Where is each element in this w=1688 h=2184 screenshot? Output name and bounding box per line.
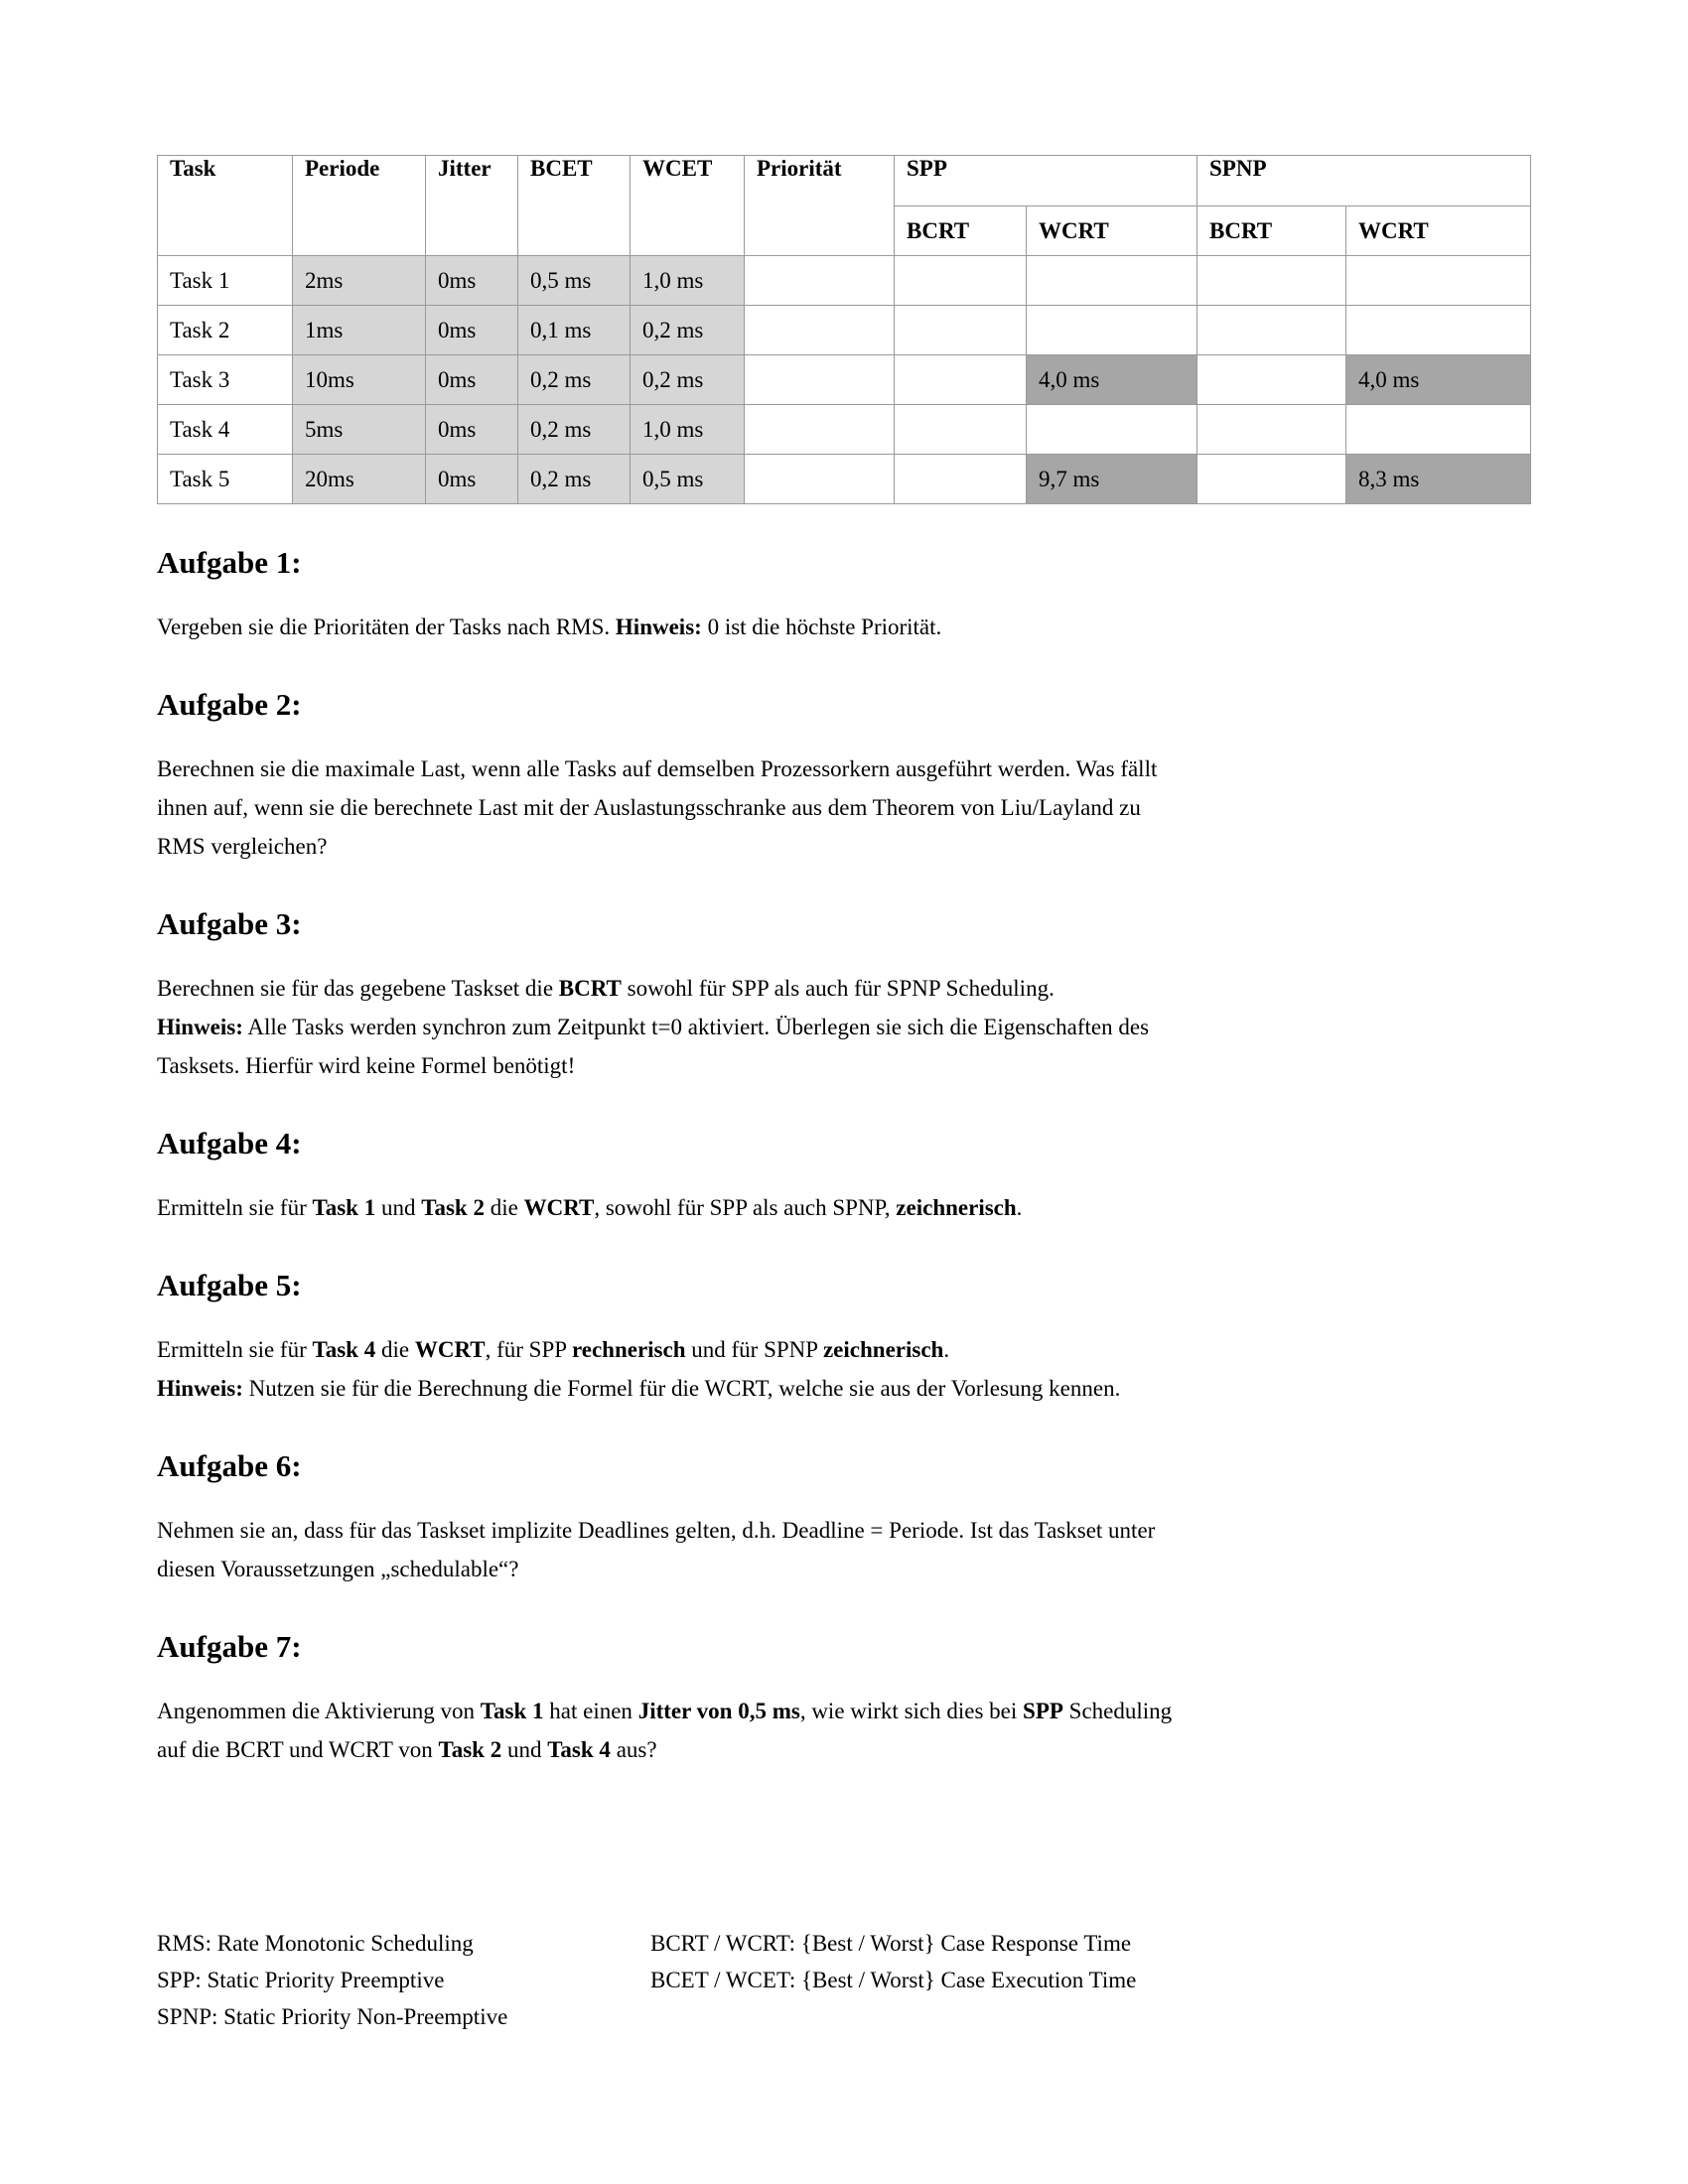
table-cell: 1,0 ms [631, 405, 745, 455]
table-cell: 0ms [426, 256, 518, 306]
col-header-jitter: Jitter [426, 156, 518, 256]
table-cell [1027, 256, 1197, 306]
aufgabe-1-text [157, 608, 1547, 646]
table-cell: Task 5 [158, 455, 293, 504]
col-group-spp: SPP [895, 156, 1197, 206]
table-cell [745, 355, 895, 405]
table-cell [745, 405, 895, 455]
table-cell [1346, 306, 1531, 355]
text-segment: hat einen [543, 1699, 638, 1723]
table-cell: 10ms [293, 355, 426, 405]
table-row-task5 [158, 455, 1531, 504]
text-segment: . [943, 1337, 950, 1362]
table-cell: 0ms [426, 306, 518, 355]
text-segment: 0 ist die höchste Priorität. [701, 614, 942, 639]
table-cell-filled: 4,0 ms [1027, 355, 1197, 405]
table-cell: 1ms [293, 306, 426, 355]
table-cell: Task 4 [158, 405, 293, 455]
table-cell [895, 405, 1027, 455]
section-aufgabe-2 [157, 686, 1547, 866]
text-segment: Alle Tasks werden synchron zum Zeitpunkt t=0 aktiviert. Überlegen sie sich die Eigenschaften des [242, 1015, 1150, 1039]
table-cell: 0,2 ms [631, 355, 745, 405]
col-header-spp-wcrt: WCRT [1027, 206, 1197, 256]
table-cell: 0ms [426, 455, 518, 504]
text-segment: Task 2 [438, 1737, 502, 1762]
text-segment: auf die BCRT und WCRT von [157, 1737, 439, 1762]
table-cell: 0,2 ms [631, 306, 745, 355]
aufgabe-6-text [157, 1511, 1547, 1588]
legend-bcet-wcet: BCET / WCET: {Best / Worst} Case Execution Time [650, 1968, 1137, 1992]
text-segment: die [375, 1337, 415, 1362]
table-cell: Task 1 [158, 256, 293, 306]
aufgabe-2-heading: Aufgabe 2: [157, 687, 302, 722]
table-cell: 0,2 ms [518, 405, 631, 455]
table-row-task3 [158, 355, 1531, 405]
table-cell [895, 306, 1027, 355]
section-aufgabe-6 [157, 1447, 1547, 1588]
table-cell: 0,1 ms [518, 306, 631, 355]
col-header-wcet: WCET [631, 156, 745, 256]
text-segment: , wie wirkt sich dies bei [799, 1699, 1024, 1723]
text-segment: Task 1 [480, 1699, 544, 1723]
table-cell: 5ms [293, 405, 426, 455]
text-segment: RMS vergleichen? [157, 834, 328, 859]
text-segment: zeichnerisch [822, 1337, 944, 1362]
table-cell: 1,0 ms [631, 256, 745, 306]
text-segment: und [501, 1737, 548, 1762]
table-cell [1346, 256, 1531, 306]
text-segment: die [484, 1195, 524, 1220]
text-segment: Berechnen sie für das gegebene Taskset die [157, 976, 559, 1001]
text-segment: ihnen auf, wenn sie die berechnete Last mit der Auslastungsschranke aus dem Theorem von Liu/Layland zu [157, 795, 1141, 820]
aufgabe-6-heading: Aufgabe 6: [157, 1448, 302, 1483]
legend-rms: RMS: Rate Monotonic Scheduling [157, 1931, 474, 1956]
text-segment: Tasksets. Hierfür wird keine Formel benötigt! [157, 1053, 576, 1078]
aufgabe-5-text [157, 1330, 1547, 1408]
text-segment: und [375, 1195, 422, 1220]
text-segment: Task 4 [547, 1737, 611, 1762]
table-cell: 20ms [293, 455, 426, 504]
table-cell-filled: 9,7 ms [1027, 455, 1197, 504]
table-cell: Task 2 [158, 306, 293, 355]
table-cell [745, 455, 895, 504]
text-segment: rechnerisch [571, 1337, 686, 1362]
table-cell: 0ms [426, 405, 518, 455]
text-segment: sowohl für SPP als auch für SPNP Scheduling. [621, 976, 1055, 1001]
section-aufgabe-1 [157, 544, 1547, 646]
text-segment: Task 4 [312, 1337, 376, 1362]
aufgabe-4-text [157, 1188, 1547, 1227]
text-segment: Ermitteln sie für [157, 1195, 313, 1220]
table-cell: 0,5 ms [631, 455, 745, 504]
col-header-prioritaet: Priorität [745, 156, 895, 256]
aufgabe-2-text [157, 750, 1547, 866]
text-segment: , sowohl für SPP als auch SPNP, [594, 1195, 897, 1220]
table-cell-filled: 8,3 ms [1346, 455, 1531, 504]
aufgabe-3-heading: Aufgabe 3: [157, 906, 302, 941]
text-segment: aus? [610, 1737, 657, 1762]
table-cell [1197, 455, 1346, 504]
abbreviation-legend [157, 1925, 1559, 2035]
text-segment: Task 1 [312, 1195, 376, 1220]
text-segment: Task 2 [421, 1195, 485, 1220]
table-cell: 2ms [293, 256, 426, 306]
text-segment: und für SPNP [685, 1337, 823, 1362]
aufgabe-5-heading: Aufgabe 5: [157, 1268, 302, 1302]
text-segment: Jitter von 0,5 ms [637, 1699, 800, 1723]
text-segment: Ermitteln sie für [157, 1337, 313, 1362]
legend-bcrt-wcrt: BCRT / WCRT: {Best / Worst} Case Response Time [650, 1931, 1132, 1956]
task-table [157, 155, 1531, 504]
col-header-spnp-bcrt: BCRT [1197, 206, 1346, 256]
table-cell: 0,2 ms [518, 455, 631, 504]
table-header-row-1 [158, 156, 1531, 206]
text-segment: . [1016, 1195, 1023, 1220]
table-cell [745, 306, 895, 355]
table-cell [745, 256, 895, 306]
text-segment: Nehmen sie an, dass für das Taskset implizite Deadlines gelten, d.h. Deadline = Periode. Ist das Taskset unter [157, 1518, 1156, 1543]
table-row-task4 [158, 405, 1531, 455]
text-segment: SPP [1023, 1699, 1063, 1723]
table-cell: 0ms [426, 355, 518, 405]
col-header-spnp-wcrt: WCRT [1346, 206, 1531, 256]
section-aufgabe-5 [157, 1267, 1547, 1408]
table-cell [1197, 405, 1346, 455]
section-aufgabe-4 [157, 1125, 1547, 1227]
table-cell [1346, 405, 1531, 455]
legend-left-column [157, 1925, 650, 2035]
table-cell [1197, 355, 1346, 405]
table-row-task2 [158, 306, 1531, 355]
table-cell-filled: 4,0 ms [1346, 355, 1531, 405]
section-aufgabe-3 [157, 905, 1547, 1085]
aufgabe-1-heading: Aufgabe 1: [157, 545, 302, 580]
col-group-spnp: SPNP [1197, 156, 1531, 206]
table-cell [1027, 405, 1197, 455]
col-header-bcet: BCET [518, 156, 631, 256]
table-cell [895, 256, 1027, 306]
table-cell [895, 355, 1027, 405]
legend-spp: SPP: Static Priority Preemptive [157, 1968, 445, 1992]
text-segment: zeichnerisch [896, 1195, 1017, 1220]
text-segment: Vergeben sie die Prioritäten der Tasks nach RMS. [157, 614, 616, 639]
aufgabe-4-heading: Aufgabe 4: [157, 1126, 302, 1160]
table-cell: 0,2 ms [518, 355, 631, 405]
legend-spnp: SPNP: Static Priority Non-Preemptive [157, 2004, 508, 2029]
text-segment: WCRT [523, 1195, 595, 1220]
text-segment: Nutzen sie für die Berechnung die Formel für die WCRT, welche sie aus der Vorlesung kennen. [242, 1376, 1121, 1401]
col-header-periode: Periode [293, 156, 426, 256]
table-cell [1197, 306, 1346, 355]
col-header-task: Task [158, 156, 293, 256]
aufgabe-7-heading: Aufgabe 7: [157, 1629, 302, 1664]
section-aufgabe-7 [157, 1628, 1547, 1769]
table-cell [1197, 256, 1346, 306]
aufgabe-7-text [157, 1692, 1547, 1769]
text-segment: Hinweis: [157, 1376, 243, 1401]
text-segment: WCRT [414, 1337, 486, 1362]
text-segment: Berechnen sie die maximale Last, wenn alle Tasks auf demselben Prozessorkern ausgeführt werden. Was fällt [157, 756, 1158, 781]
text-segment: Angenommen die Aktivierung von [157, 1699, 481, 1723]
table-cell [895, 455, 1027, 504]
table-cell: 0,5 ms [518, 256, 631, 306]
legend-right-column [650, 1925, 1136, 2035]
aufgabe-3-text [157, 969, 1547, 1085]
table-cell [1027, 306, 1197, 355]
text-segment: Scheduling [1062, 1699, 1173, 1723]
text-segment: Hinweis: [157, 1015, 243, 1039]
text-segment: , für SPP [485, 1337, 572, 1362]
text-segment: BCRT [558, 976, 622, 1001]
table-row-task1 [158, 256, 1531, 306]
col-header-spp-bcrt: BCRT [895, 206, 1027, 256]
text-segment: diesen Voraussetzungen „schedulable“? [157, 1557, 519, 1581]
table-cell: Task 3 [158, 355, 293, 405]
text-segment: Hinweis: [615, 614, 702, 639]
